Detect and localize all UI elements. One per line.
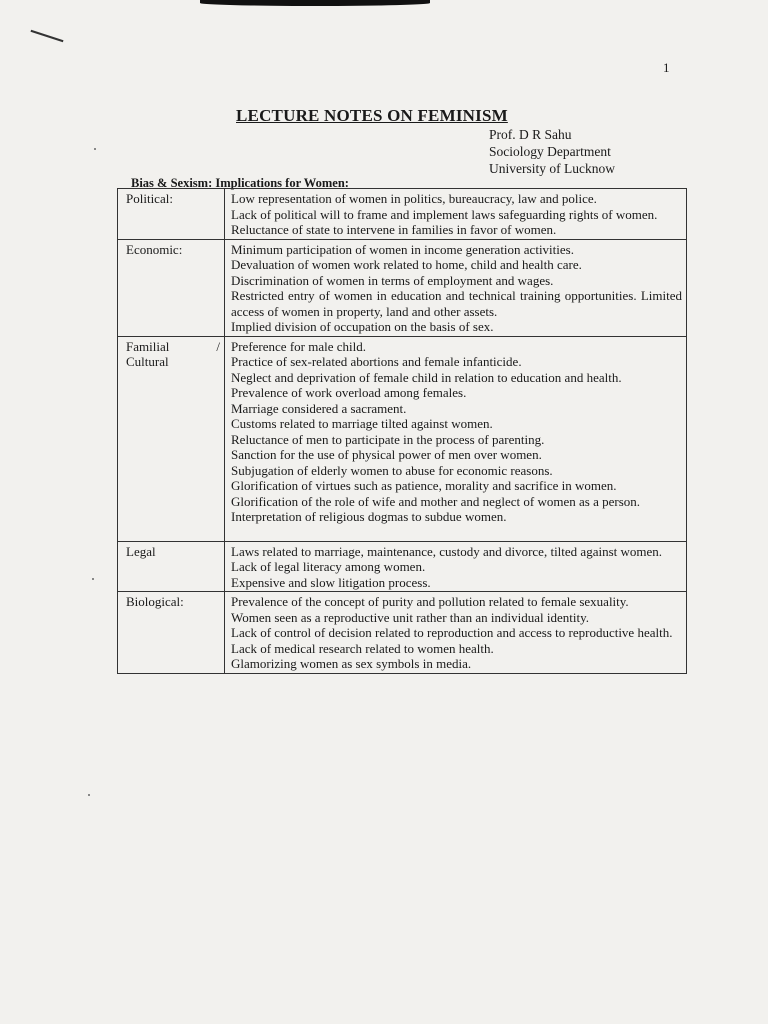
row-label-economic: Economic: (118, 239, 225, 336)
table-row-biological (118, 592, 687, 674)
list-item: Customs related to marriage tilted against women. (231, 416, 493, 431)
list-item: Lack of legal literacy among women. (231, 559, 426, 574)
list-item: Prevalence of work overload among females. (231, 385, 467, 400)
list-item: Lack of medical research related to women health. (231, 640, 494, 656)
list-item: Subjugation of elderly women to abuse for economic reasons. (231, 462, 553, 478)
list-item: Reluctance of men to participate in the process of parenting. (231, 431, 545, 447)
list-item: Preference for male child. (231, 338, 366, 354)
row-label-familial: Familial (126, 338, 170, 354)
row-label-legal: Legal (118, 541, 225, 592)
page-edge-shadow (200, 0, 430, 6)
author-department: Sociology Department (489, 144, 611, 159)
list-item: Glorification of the role of wife and mother and neglect of women as a person. (231, 493, 640, 509)
author-block (489, 126, 615, 177)
table-row-economic (118, 239, 687, 336)
list-item: Minimum participation of women in income generation activities. (231, 241, 574, 257)
page-number: 1 (663, 60, 670, 75)
row-label-cultural: Cultural (126, 354, 169, 369)
pen-mark (31, 30, 64, 42)
list-item: Restricted entry of women in education and technical training opportunities. Limited access of women in property, land and other assets. (231, 288, 682, 319)
paper-speck (92, 578, 94, 580)
list-item: Laws related to marriage, maintenance, custody and divorce, tilted against women. (231, 543, 663, 559)
list-item: Prevalence of the concept of purity and pollution related to female sexuality. (231, 594, 629, 609)
list-item: Devaluation of women work related to home, child and health care. (231, 257, 582, 272)
list-item: Glamorizing women as sex symbols in media. (231, 656, 472, 671)
list-item: Glorification of virtues such as patience, morality and sacrifice in women. (231, 478, 617, 493)
implications-table (117, 188, 687, 674)
row-label-familial-cultural (118, 336, 225, 541)
paper-speck (94, 148, 96, 150)
row-items-economic (225, 239, 687, 336)
list-item: Women seen as a reproductive unit rather than an individual identity. (231, 609, 590, 625)
table-row-political (118, 189, 687, 240)
document-title: LECTURE NOTES ON FEMINISM (236, 106, 508, 125)
list-item: Neglect and deprivation of female child in relation to education and health. (231, 369, 622, 385)
list-item: Implied division of occupation on the basis of sex. (231, 319, 494, 334)
table-row-legal (118, 541, 687, 592)
row-items-political (225, 189, 687, 240)
row-items-legal (225, 541, 687, 592)
list-item: Interpretation of religious dogmas to subdue women. (231, 509, 507, 524)
list-item: Sanction for the use of physical power of men over women. (231, 447, 542, 462)
table-row-familial-cultural (118, 336, 687, 541)
section-heading: Bias & Sexism: Implications for Women: (131, 176, 349, 190)
row-items-familial-cultural (225, 336, 687, 541)
row-label-political: Political: (118, 189, 225, 240)
author-university: University of Lucknow (489, 161, 615, 176)
paper-speck (88, 794, 90, 796)
row-label-biological: Biological: (118, 592, 225, 674)
list-item: Low representation of women in politics, bureaucracy, law and police. (231, 191, 597, 206)
row-items-biological (225, 592, 687, 674)
list-item: Discrimination of women in terms of employment and wages. (231, 272, 554, 288)
row-label-slash: / (216, 338, 220, 354)
list-item: Marriage considered a sacrament. (231, 400, 407, 416)
list-item: Lack of control of decision related to reproduction and access to reproductive health. (231, 625, 673, 640)
list-item: Practice of sex-related abortions and female infanticide. (231, 354, 522, 369)
list-item: Reluctance of state to intervene in families in favor of women. (231, 222, 557, 237)
list-item: Lack of political will to frame and implement laws safeguarding rights of women. (231, 206, 658, 222)
author-name: Prof. D R Sahu (489, 127, 572, 142)
list-item: Expensive and slow litigation process. (231, 574, 431, 590)
